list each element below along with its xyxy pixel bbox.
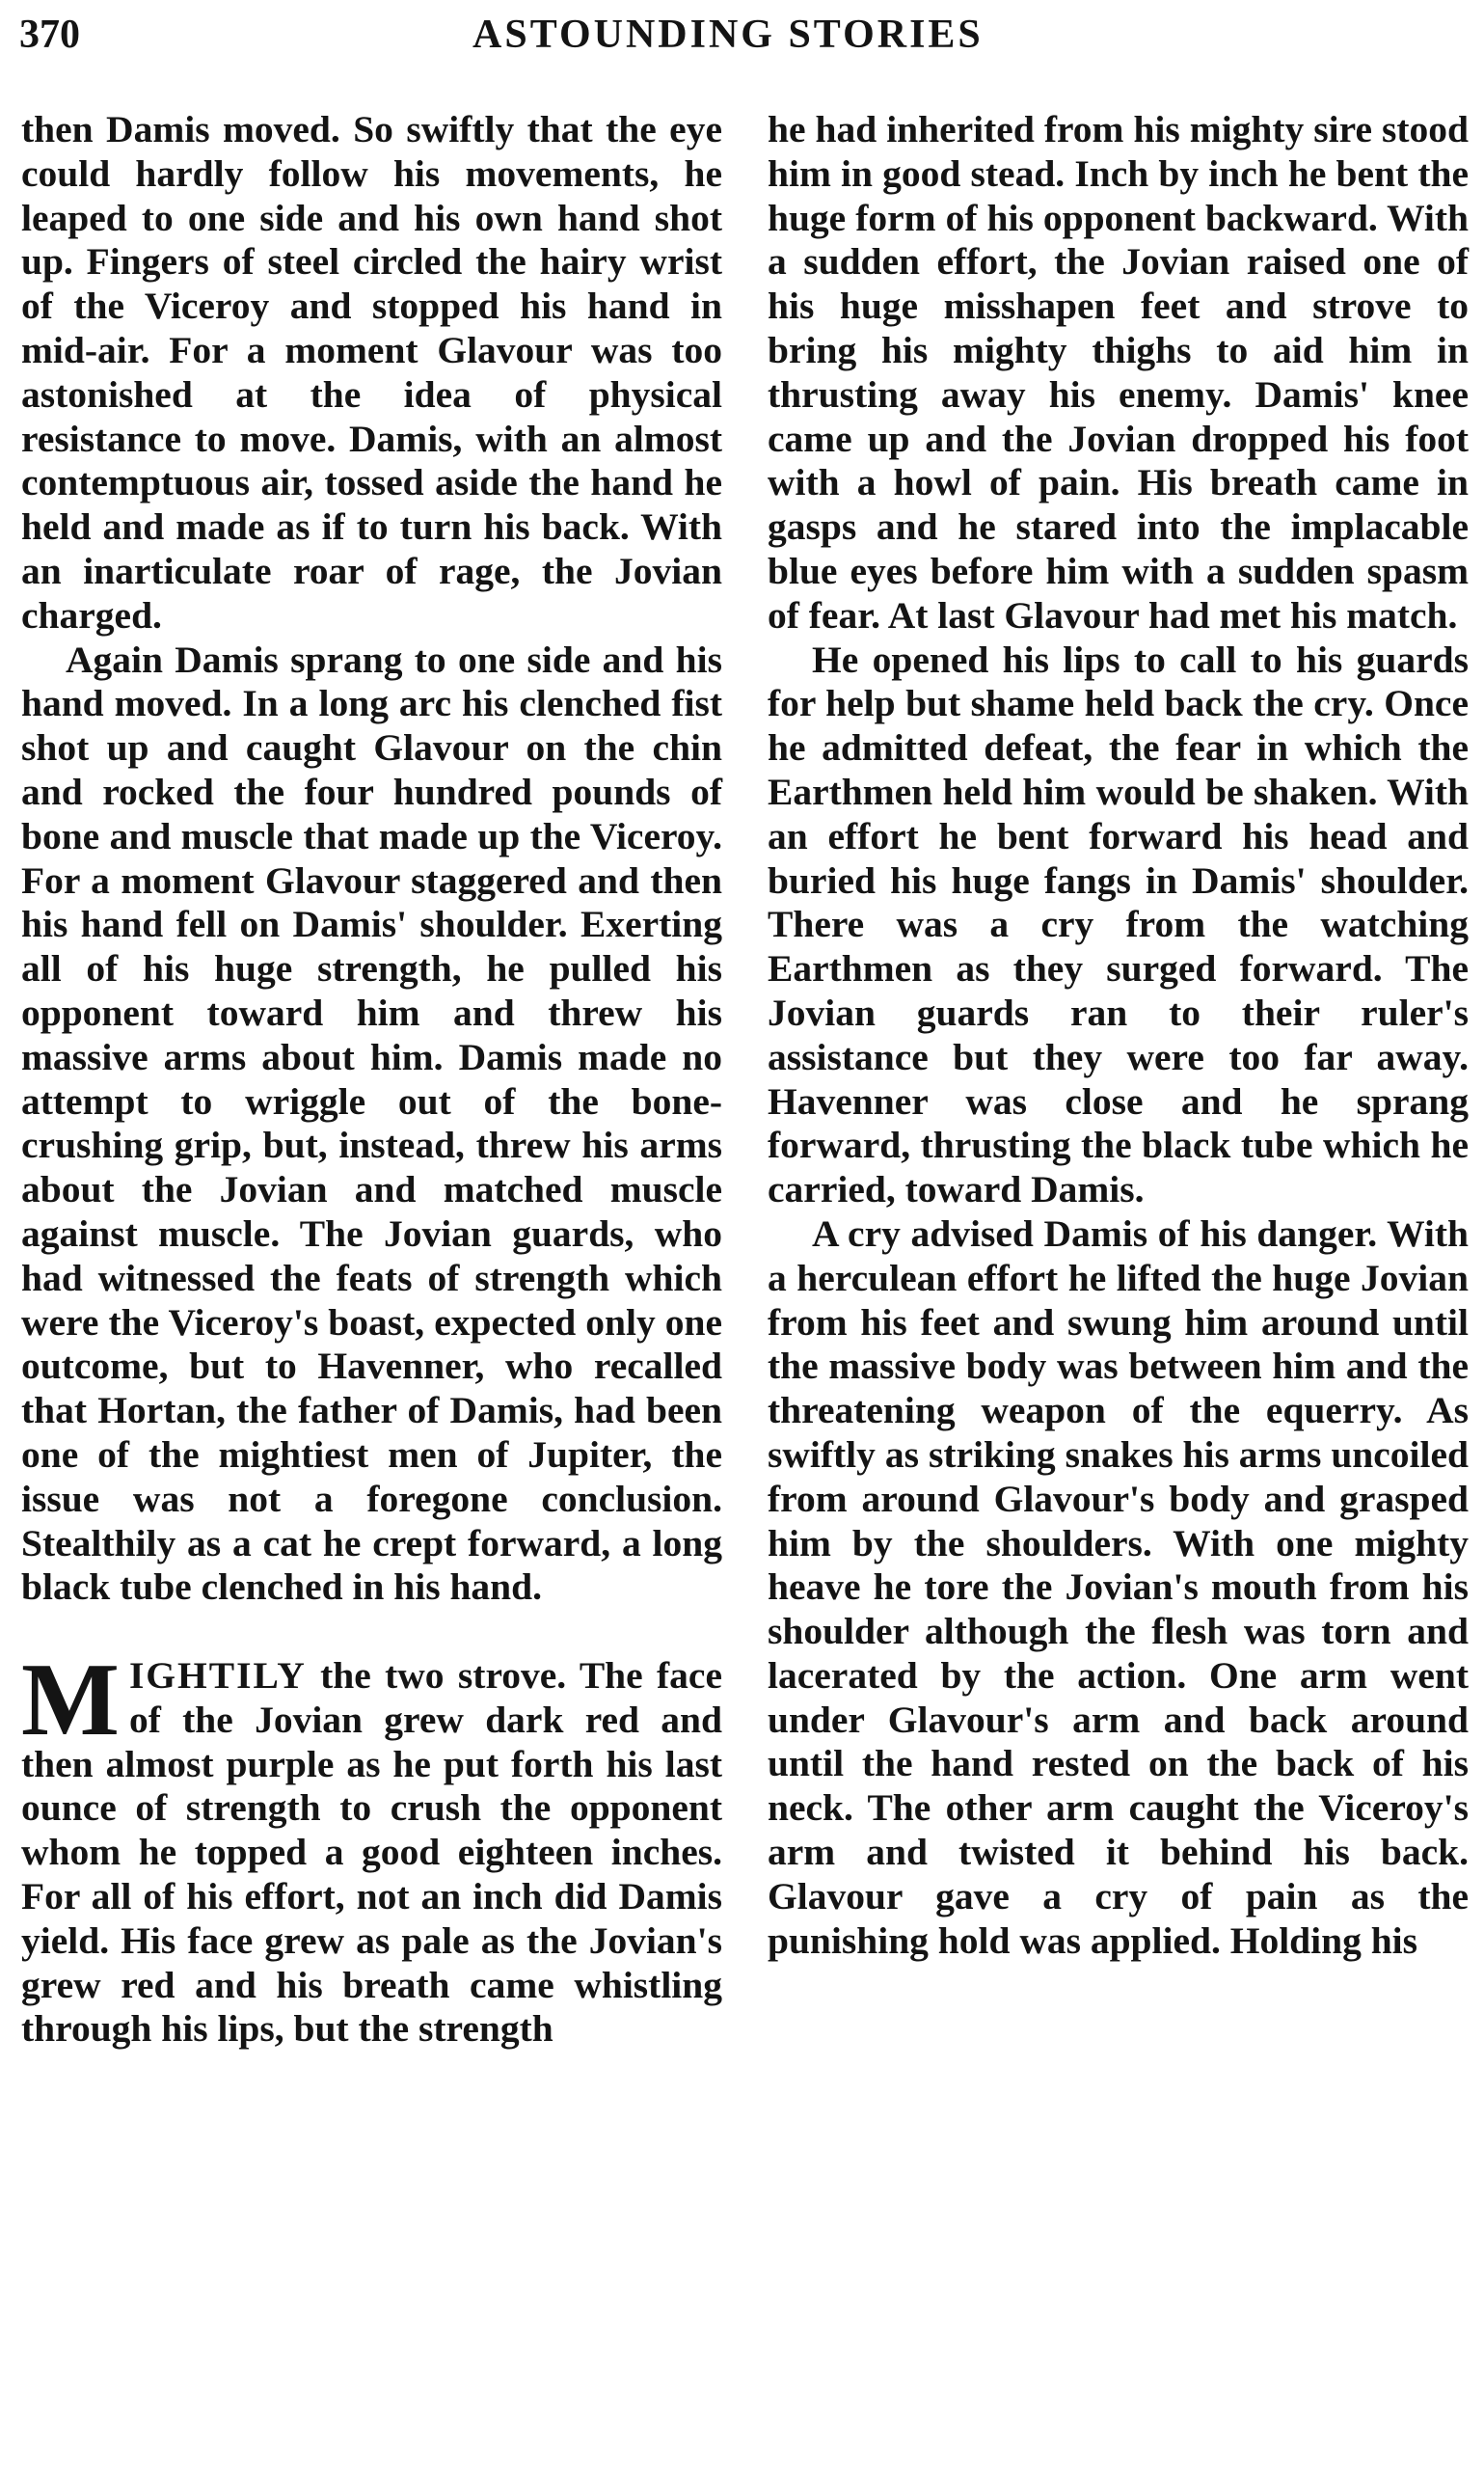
- paragraph: A cry advised Damis of his danger. With a herculean effort he lifted the huge Jovian from his feet and swung him around until the massive body was between him and the threatening weapon of the equerry. As swiftly as striking snakes his arms uncoiled from around Glavour's body and grasped him by the shoulders. With one mighty heave he tore the Jovian's mouth from his shoulder although the flesh was torn and lacerated by the action. One arm went under Glavour's arm and back around until the hand rested on the back of his neck. The other arm caught the Viceroy's arm and twisted it behind his back. Glavour gave a cry of pain as the punishing hold was applied. Holding his: [768, 1211, 1469, 1962]
- page-number: 370: [19, 13, 80, 57]
- page-header: [19, 6, 1466, 64]
- drop-cap: M: [21, 1643, 120, 1758]
- left-column: [21, 108, 722, 2052]
- paragraph: He opened his lips to call to his guards for help but shame held back the cry. Once he admitted defeat, the fear in which the Earthmen held him would be shaken. With an effort he bent forward his head and buried his huge fangs in Damis' shoulder. There was a cry from the watching Earthmen as they surged forward. The Jovian guards ran to their ruler's assistance but they were too far away. Havenner was close and he sprang forward, thrusting the black tube which he carried, toward Damis.: [768, 638, 1469, 1211]
- paragraph: Again Damis sprang to one side and his hand moved. In a long arc his clenched fist shot up and caught Glavour on the chin and rocked the four hundred pounds of bone and muscle that made up the Viceroy. For a moment Glavour staggered and then his hand fell on Damis' shoulder. Exerting all of his huge strength, he pulled his opponent toward him and threw his massive arms about him. Damis made no attempt to wriggle out of the bone-crushing grip, but, instead, threw his arms about the Jovian and matched muscle against muscle. The Jovian guards, who had witnessed the feats of strength which were the Viceroy's boast, expected only one outcome, but to Havenner, who recalled that Hortan, the father of Damis, had been one of the mightiest men of Jupiter, the issue was not a foregone conclusion. Stealthily as a cat he crept forward, a long black tube clenched in his hand.: [21, 638, 722, 1609]
- small-caps-lead: IGHTILY: [128, 1654, 307, 1698]
- paragraph-text: the two strove. The face of the Jovian grew dark red and then almost purple as he put forth his last ounce of strength to crush the opponent whom he topped a good eighteen inches. For all of his effort, not an inch did Damis yield. His face grew as pale as the Jovian's grew red and his breath came whistling through his lips, but the strength: [21, 1654, 722, 2051]
- paragraph: then Damis moved. So swiftly that the eye could hardly follow his movements, he leaped to one side and his own hand shot up. Fingers of steel circled the hairy wrist of the Viceroy and stopped his hand in mid-air. For a moment Glavour was too astonished at the idea of physical resistance to move. Damis, with an almost contemptuous air, tossed aside the hand he held and made as if to turn his back. With an inarticulate roar of rage, the Jovian charged.: [21, 108, 722, 637]
- running-head: ASTOUNDING STORIES: [472, 13, 984, 57]
- right-column: [768, 108, 1469, 1963]
- dropcap-paragraph: [21, 1643, 722, 2052]
- section-break: [21, 1610, 722, 1654]
- paragraph: he had inherited from his mighty sire stood him in good stead. Inch by inch he bent the huge form of his opponent backward. With a sudden effort, the Jovian raised one of his huge misshapen feet and strove to bring his mighty thighs to aid him in thrusting away his enemy. Damis' knee came up and the Jovian dropped his foot with a howl of pain. His breath came in gasps and he stared into the implacable blue eyes before him with a sudden spasm of fear. At last Glavour had met his match.: [768, 108, 1469, 637]
